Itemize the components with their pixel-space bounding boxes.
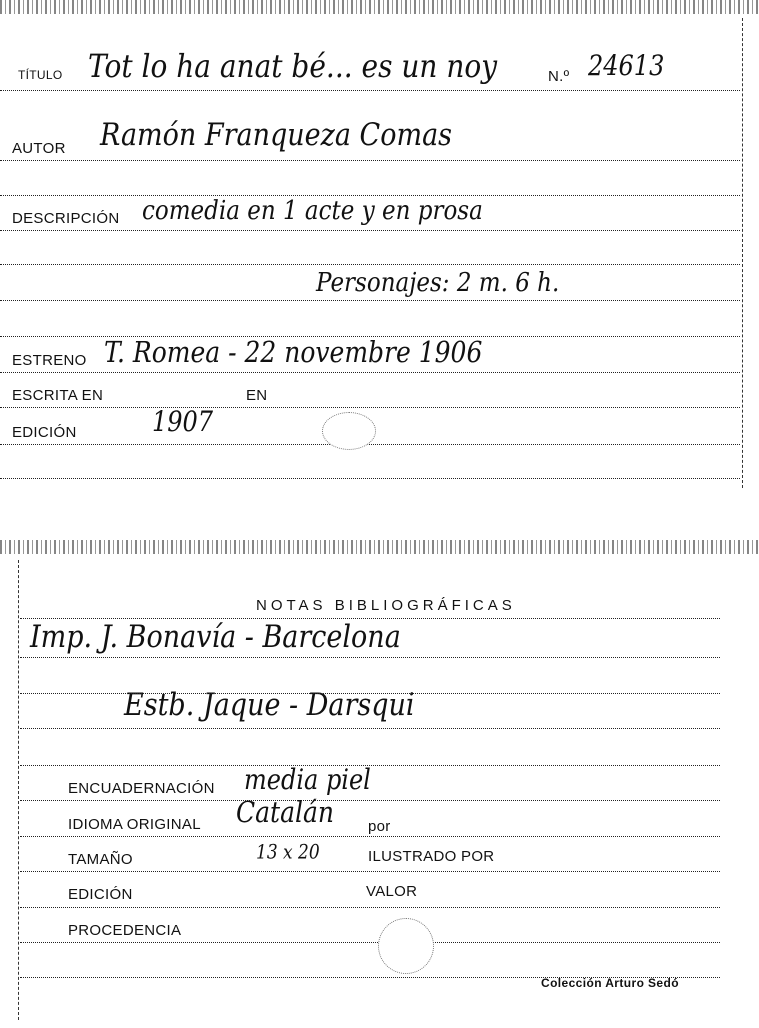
line-bottom	[0, 478, 740, 479]
punch-hole-2	[378, 918, 434, 974]
personajes-value: Personajes: 2 m. 6 h.	[316, 268, 560, 298]
idioma-label: IDIOMA ORIGINAL	[68, 816, 201, 833]
line-edicion2	[20, 907, 720, 908]
edicion-value: 1907	[152, 405, 214, 438]
punch-hole	[322, 412, 376, 450]
line-tamano	[20, 871, 720, 872]
line-notas-1	[20, 657, 720, 658]
notas-title: NOTAS BIBLIOGRÁFICAS	[256, 597, 516, 614]
line-personajes	[0, 300, 740, 301]
line-procedencia	[20, 942, 720, 943]
line-idioma	[20, 836, 720, 837]
line-escrita	[0, 407, 740, 408]
titulo-value: Tot lo ha anat bé... es un noy	[88, 47, 498, 85]
descripcion-label: DESCRIPCIÓN	[12, 210, 120, 227]
line-blank-2	[0, 264, 740, 265]
estreno-value: T. Romea - 22 novembre 1906	[104, 335, 483, 369]
line-descripcion	[0, 230, 740, 231]
numero-label: N.º	[548, 68, 570, 85]
por-label: por	[368, 818, 391, 835]
escrita-label: ESCRITA EN	[12, 387, 104, 404]
tamano-label: TAMAÑO	[68, 851, 133, 868]
line-notas-3	[20, 728, 720, 729]
encuadernacion-label: ENCUADERNACIÓN	[68, 780, 215, 797]
line-encuadernacion	[20, 800, 720, 801]
edicion2-label: EDICIÓN	[68, 886, 133, 903]
card-right-edge	[742, 18, 743, 488]
line-edicion	[0, 444, 740, 445]
line-notas-2	[20, 693, 720, 694]
numero-value: 24613	[588, 49, 665, 82]
catalog-card-top	[0, 0, 759, 492]
line-titulo	[0, 90, 740, 91]
encuadernacion-value: media piel	[244, 763, 371, 796]
torn-edge-top	[0, 0, 759, 14]
line-autor	[0, 160, 740, 161]
autor-value: Ramón Franqueza Comas	[100, 117, 453, 153]
edicion-label: EDICIÓN	[12, 424, 77, 441]
line-estreno	[0, 372, 740, 373]
torn-edge-bottom-card	[0, 540, 759, 554]
autor-label: AUTOR	[12, 140, 66, 157]
ilustrado-label: ILUSTRADO POR	[368, 848, 495, 865]
card-left-edge	[18, 560, 19, 1020]
catalog-card-bottom	[0, 540, 759, 1028]
notas-line-1: Imp. J. Bonavía - Barcelona	[30, 619, 401, 655]
procedencia-label: PROCEDENCIA	[68, 922, 182, 939]
valor-label: VALOR	[366, 883, 418, 900]
notas-line-2: Estb. Jaque - Darsqui	[124, 687, 415, 723]
en-label: EN	[246, 387, 268, 404]
estreno-label: ESTRENO	[12, 352, 87, 369]
tamano-value: 13 x 20	[256, 841, 320, 864]
titulo-label: TÍTULO	[18, 68, 63, 82]
collection-credit: Colección Arturo Sedó	[541, 976, 679, 990]
descripcion-value: comedia en 1 acte y en prosa	[142, 196, 483, 226]
idioma-value: Catalán	[236, 795, 334, 829]
